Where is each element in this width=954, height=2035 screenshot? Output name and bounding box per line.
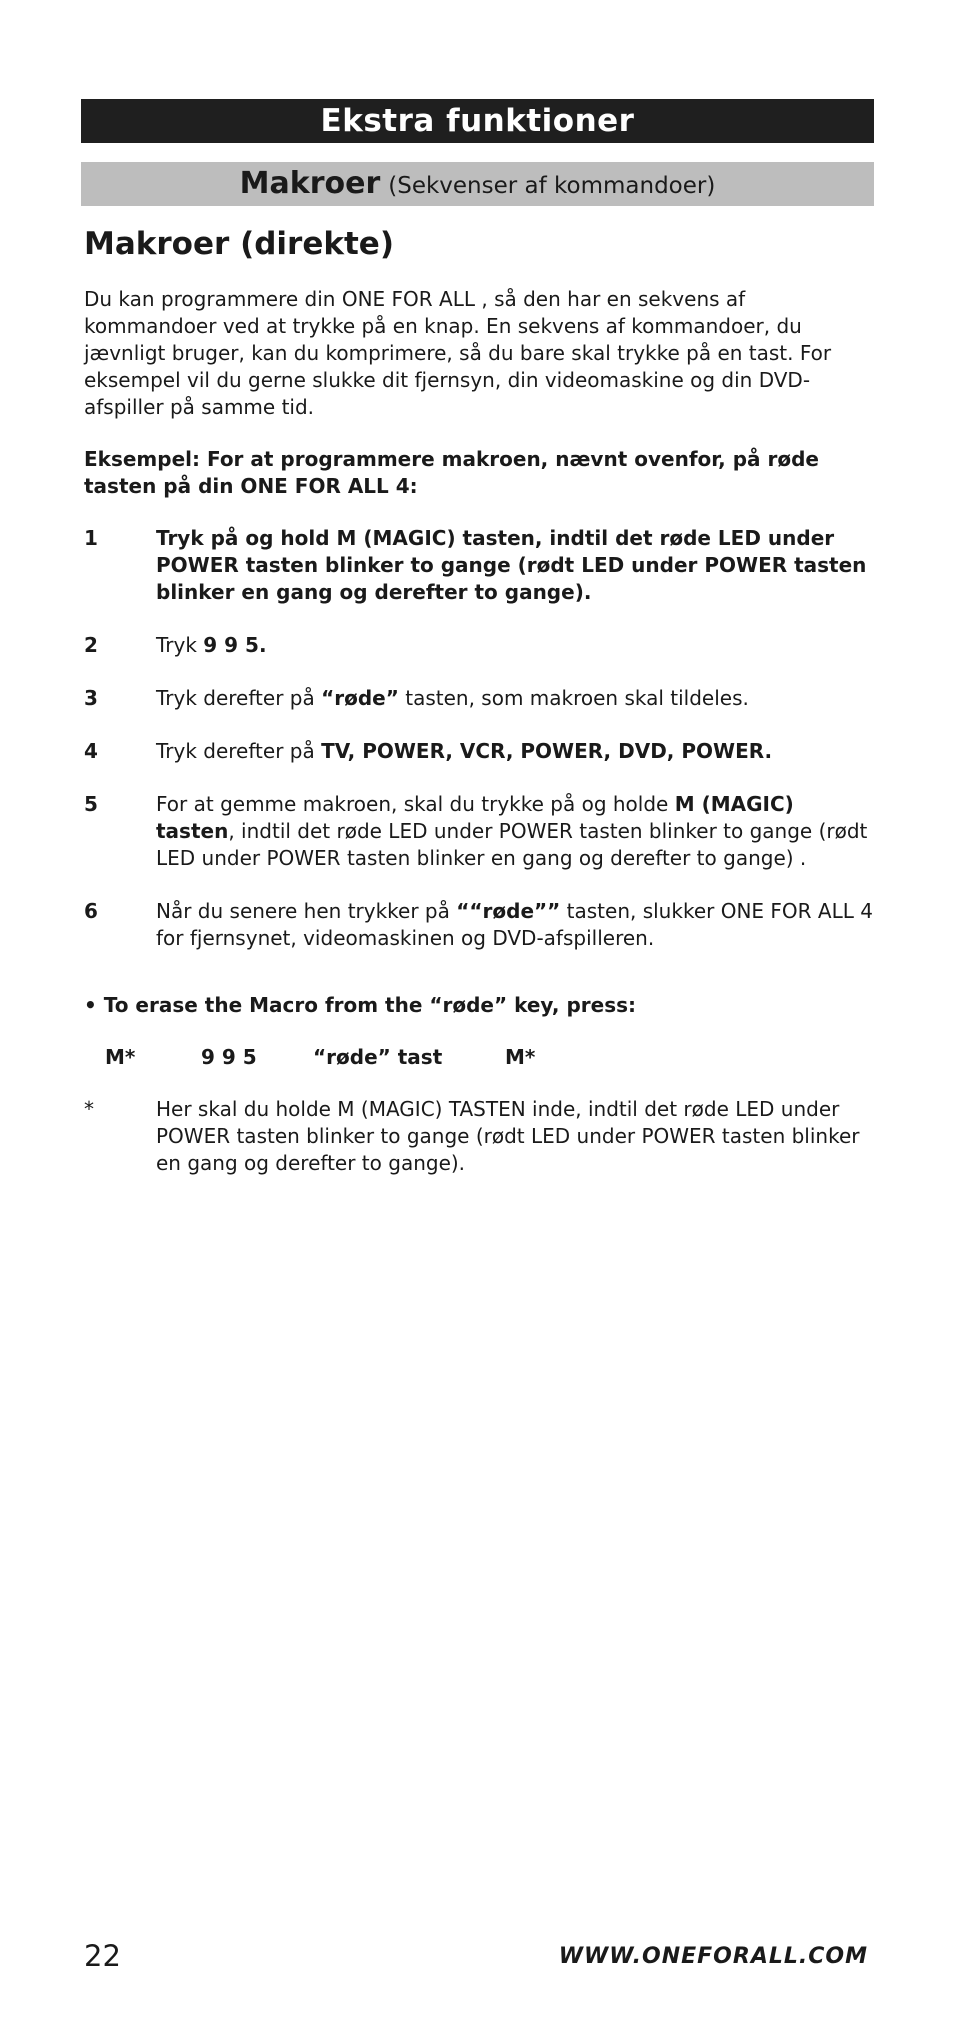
step-text-post: tasten, som makroen skal tildeles.: [398, 686, 749, 710]
step-text-post: tasten, slukker ONE FOR ALL 4 for fjernsynet, videomaskinen og DVD-afspilleren.: [156, 899, 873, 950]
step-text: [156, 898, 874, 952]
step-text-pre: For at gemme makroen, skal du trykke på og holde: [156, 792, 675, 816]
step-number: 1: [84, 526, 98, 550]
step-item: [84, 791, 874, 872]
step-item: [84, 738, 874, 765]
step-text: [156, 791, 874, 872]
step-number: 2: [84, 633, 98, 657]
step-number: 3: [84, 686, 98, 710]
step-text-post: , indtil det røde LED under POWER tasten blinker to gange (rødt LED under POWER tasten blinker en gang og derefter to gange) .: [156, 819, 868, 870]
header-bar: [81, 99, 874, 143]
footnote-mark: *: [84, 1097, 94, 1121]
section-title: Makroer (direkte): [84, 226, 394, 262]
step-text-pre: Tryk derefter på: [156, 686, 322, 710]
example-paragraph: Eksempel: For at programmere makroen, nævnt ovenfor, på røde tasten på din ONE FOR ALL 4:: [84, 447, 819, 498]
step-text: Tryk på og hold M (MAGIC) tasten, indtil det røde LED under POWER tasten blinker to gange (rødt LED under POWER tasten blinker en gang og derefter to gange).: [156, 526, 867, 604]
step-item: [84, 898, 874, 952]
step-item: [84, 525, 874, 606]
header-title: Ekstra funktioner: [320, 103, 635, 139]
footnote: [84, 1096, 874, 1177]
page-number: 22: [84, 1939, 121, 1973]
step-item: [84, 632, 874, 659]
subheader-title: Makroer: [239, 166, 381, 201]
subheader-subtitle: (Sekvenser af kommandoer): [388, 173, 716, 199]
steps-list: [84, 525, 874, 952]
intro-paragraph: Du kan programmere din ONE FOR ALL , så den har en sekvens af kommandoer ved at trykke på en knap. En sekvens af kommandoer, du jævnligt bruger, kan du komprimere, så du bare skal trykke på en tast. For eksempel vil du gerne slukke dit fjernsyn, din videomaskine og din DVD-afspiller på samme tid.: [84, 287, 832, 419]
manual-page: [81, 99, 874, 1177]
step-text-bold: “røde”: [321, 686, 399, 710]
step-text-bold: M (MAGIC) tasten: [156, 792, 794, 843]
step-text: [156, 685, 874, 712]
step-text-bold: TV, POWER, VCR, POWER, DVD, POWER.: [321, 739, 773, 763]
step-text: [156, 632, 874, 659]
erase-heading: • To erase the Macro from the “røde” key, press:: [84, 993, 637, 1017]
key-m: M*: [105, 1045, 136, 1069]
step-text-pre: Når du senere hen trykker på: [156, 899, 457, 923]
key-m-final: M*: [505, 1045, 536, 1069]
step-text-pre: Tryk: [156, 633, 204, 657]
step-text-bold: 9 9 5.: [203, 633, 267, 657]
key-red: “røde” tast: [313, 1045, 443, 1069]
step-text: [156, 738, 874, 765]
key-code: 9 9 5: [201, 1045, 257, 1069]
erase-key-sequence: [105, 1044, 874, 1071]
step-number: 6: [84, 899, 98, 923]
website-link[interactable]: WWW.ONEFORALL.COM: [558, 1944, 868, 1969]
footnote-text: Her skal du holde M (MAGIC) TASTEN inde, indtil det røde LED under POWER tasten blinker to gange (rødt LED under POWER tasten blinker en gang og derefter to gange).: [156, 1097, 860, 1175]
step-text-bold: ““røde””: [456, 899, 561, 923]
step-item: [84, 685, 874, 712]
subheader-bar: [81, 162, 874, 206]
step-number: 4: [84, 739, 98, 763]
step-number: 5: [84, 792, 98, 816]
step-text-pre: Tryk derefter på: [156, 739, 322, 763]
